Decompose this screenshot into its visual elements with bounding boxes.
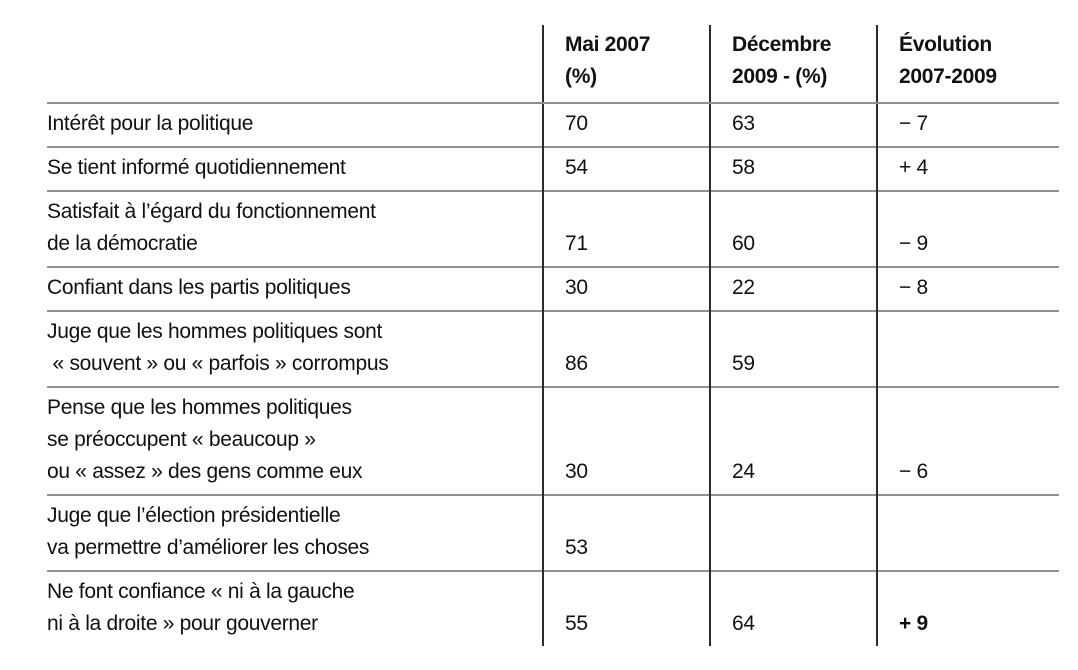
- header-row: [47, 25, 1059, 103]
- header-row-label-column: [47, 25, 543, 103]
- value-mai-2007: 53: [543, 495, 710, 571]
- value-dec-2009: 59: [710, 311, 877, 387]
- table-row: [47, 387, 1059, 495]
- value-evolution: + 9: [877, 571, 1059, 646]
- row-label: [47, 267, 543, 311]
- row-label-line: Confiant dans les partis politiques: [47, 276, 351, 299]
- table-row: [47, 191, 1059, 267]
- row-label-line: Juge que les hommes politiques sont: [47, 320, 383, 343]
- value-evolution: [877, 311, 1059, 387]
- header-evolution: [877, 25, 1059, 103]
- row-label: [47, 147, 543, 191]
- value-mai-2007: 86: [543, 311, 710, 387]
- value-dec-2009: 60: [710, 191, 877, 267]
- table-row: [47, 267, 1059, 311]
- row-label-line: ou « assez » des gens comme eux: [47, 460, 363, 483]
- row-label: [47, 571, 543, 646]
- row-label: [47, 311, 543, 387]
- row-label-line: « souvent » ou « parfois » corrompus: [47, 352, 389, 375]
- row-label: [47, 103, 543, 147]
- header-line: Mai 2007: [565, 33, 651, 56]
- table-row: [47, 311, 1059, 387]
- value-mai-2007: 55: [543, 571, 710, 646]
- row-label-line: Satisfait à l’égard du fonctionnement: [47, 200, 376, 223]
- value-mai-2007: 54: [543, 147, 710, 191]
- value-dec-2009: 63: [710, 103, 877, 147]
- value-mai-2007: 30: [543, 267, 710, 311]
- header-mai-2007: [543, 25, 710, 103]
- value-dec-2009: [710, 495, 877, 571]
- header-line: 2007-2009: [899, 65, 997, 88]
- row-label-line: se préoccupent « beaucoup »: [47, 428, 316, 451]
- row-label-line: ni à la droite » pour gouverner: [47, 612, 318, 635]
- value-dec-2009: 58: [710, 147, 877, 191]
- value-evolution: − 8: [877, 267, 1059, 311]
- row-label: [47, 387, 543, 495]
- value-evolution: + 4: [877, 147, 1059, 191]
- value-dec-2009: 22: [710, 267, 877, 311]
- header-line: 2009 - (%): [732, 65, 828, 88]
- value-dec-2009: 64: [710, 571, 877, 646]
- header-decembre-2009: [710, 25, 877, 103]
- row-label-line: de la démocratie: [47, 232, 198, 255]
- table-row: [47, 495, 1059, 571]
- value-mai-2007: 30: [543, 387, 710, 495]
- value-evolution: − 9: [877, 191, 1059, 267]
- header-line: (%): [565, 65, 597, 88]
- value-evolution: − 7: [877, 103, 1059, 147]
- table-row: [47, 147, 1059, 191]
- row-label-line: Pense que les hommes politiques: [47, 396, 352, 419]
- header-line: Évolution: [899, 33, 992, 56]
- row-label: [47, 495, 543, 571]
- survey-table: [47, 25, 1059, 646]
- value-evolution: − 6: [877, 387, 1059, 495]
- row-label-line: va permettre d’améliorer les choses: [47, 536, 370, 559]
- header-line: Décembre: [732, 33, 832, 56]
- row-label-line: Intérêt pour la politique: [47, 112, 254, 135]
- value-evolution: [877, 495, 1059, 571]
- table-row: [47, 103, 1059, 147]
- value-mai-2007: 70: [543, 103, 710, 147]
- table-row: [47, 571, 1059, 646]
- value-mai-2007: 71: [543, 191, 710, 267]
- row-label-line: Juge que l’élection présidentielle: [47, 504, 341, 527]
- row-label: [47, 191, 543, 267]
- row-label-line: Se tient informé quotidiennement: [47, 156, 346, 179]
- row-label-line: Ne font confiance « ni à la gauche: [47, 580, 355, 603]
- value-dec-2009: 24: [710, 387, 877, 495]
